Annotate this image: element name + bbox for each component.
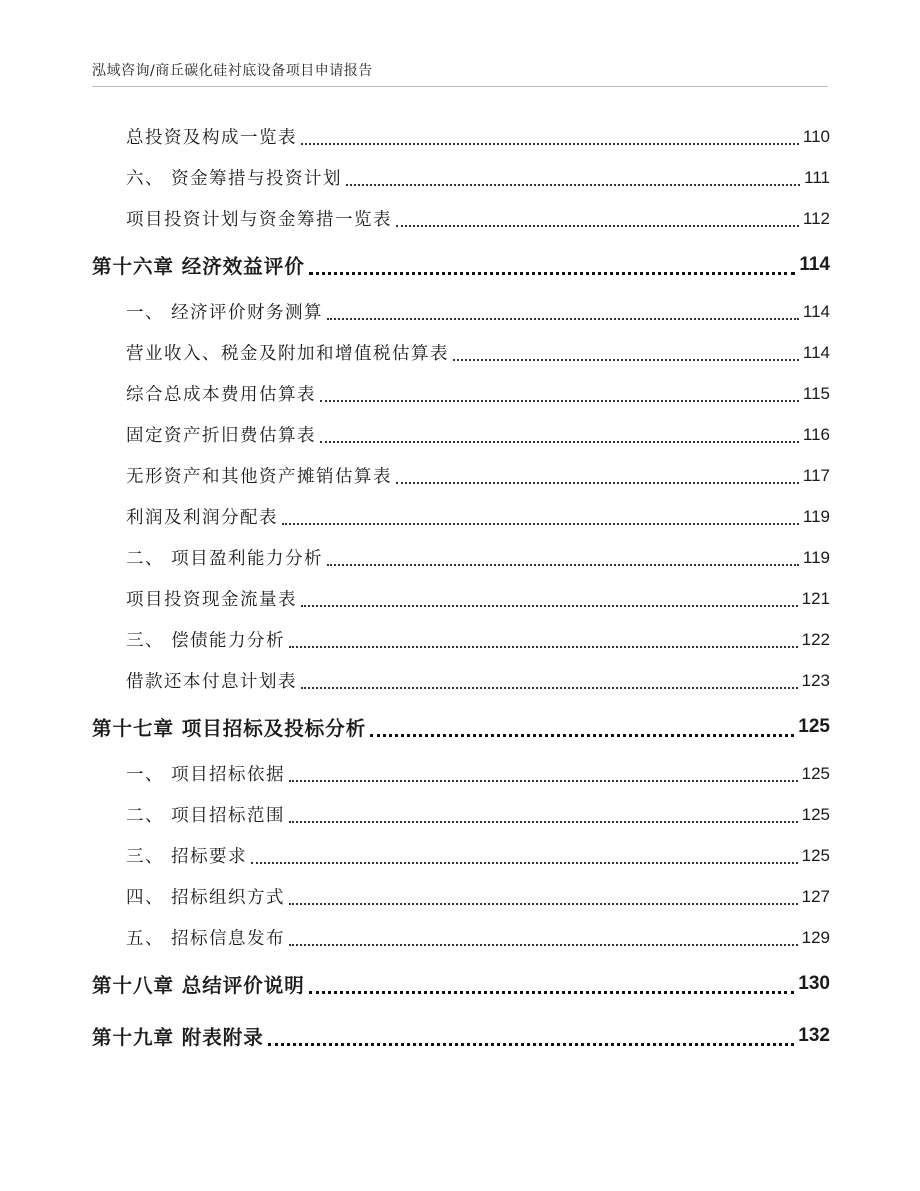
toc-section-entry[interactable] <box>92 373 830 414</box>
toc-entry-page-number: 111 <box>804 167 830 187</box>
toc-entry-title: 第十九章 附表附录 <box>92 1026 264 1049</box>
toc-entry-page-number: 132 <box>798 1025 830 1046</box>
toc-entry-title: 二、 项目盈利能力分析 <box>126 549 324 569</box>
toc-section-entry[interactable] <box>92 578 830 619</box>
toc-chapter-entry[interactable] <box>92 701 830 753</box>
toc-section-entry[interactable] <box>92 414 830 455</box>
toc-entry-page-number: 121 <box>801 588 830 608</box>
toc-section-entry[interactable] <box>92 794 830 835</box>
toc-section-entry[interactable] <box>92 496 830 537</box>
toc-entry-page-number: 119 <box>802 506 830 526</box>
toc-entry-title: 固定资产折旧费估算表 <box>126 426 316 446</box>
toc-entry-title: 利润及利润分配表 <box>126 508 278 528</box>
toc-entry-title: 综合总成本费用估算表 <box>126 385 316 405</box>
toc-entry-title: 无形资产和其他资产摊销估算表 <box>126 467 392 487</box>
toc-entry-page-number: 116 <box>802 424 830 444</box>
toc-entry-title: 第十八章 总结评价说明 <box>92 974 305 997</box>
dot-leader <box>268 1043 795 1046</box>
toc-section-entry[interactable] <box>92 157 830 198</box>
toc-entry-title: 一、 项目招标依据 <box>126 765 286 785</box>
dot-leader <box>289 903 798 905</box>
dot-leader <box>251 862 798 864</box>
toc-entry-page-number: 123 <box>801 670 830 690</box>
toc-entry-title: 借款还本付息计划表 <box>126 672 297 692</box>
toc-entry-page-number: 125 <box>798 716 830 737</box>
toc-section-entry[interactable] <box>92 198 830 239</box>
toc-entry-title: 三、 偿债能力分析 <box>126 631 286 651</box>
dot-leader <box>282 523 799 525</box>
dot-leader <box>370 734 794 737</box>
toc-entry-page-number: 112 <box>802 208 830 228</box>
toc-section-entry[interactable] <box>92 537 830 578</box>
dot-leader <box>289 821 798 823</box>
toc-entry-title: 总投资及构成一览表 <box>126 128 297 148</box>
toc-entry-title: 项目投资现金流量表 <box>126 590 297 610</box>
toc-section-entry[interactable] <box>92 835 830 876</box>
dot-leader <box>309 272 796 275</box>
toc-section-entry[interactable] <box>92 619 830 660</box>
toc-chapter-entry[interactable] <box>92 1010 830 1062</box>
toc-entry-page-number: 127 <box>801 886 830 906</box>
dot-leader <box>453 359 799 361</box>
toc-entry-title: 三、 招标要求 <box>126 847 248 867</box>
toc-entry-title: 五、 招标信息发布 <box>126 929 286 949</box>
toc-chapter-entry[interactable] <box>92 958 830 1010</box>
toc-entry-page-number: 119 <box>802 547 830 567</box>
toc-entry-title: 营业收入、税金及附加和增值税估算表 <box>126 344 449 364</box>
dot-leader <box>320 400 799 402</box>
toc-entry-title: 四、 招标组织方式 <box>126 888 286 908</box>
toc-section-entry[interactable] <box>92 753 830 794</box>
dot-leader <box>301 605 798 607</box>
dot-leader <box>309 991 795 994</box>
toc-section-entry[interactable] <box>92 660 830 701</box>
table-of-contents <box>92 116 830 1062</box>
running-header: 泓域咨询/商丘碳化硅衬底设备项目申请报告 <box>92 63 373 79</box>
toc-section-entry[interactable] <box>92 291 830 332</box>
toc-entry-title: 第十七章 项目招标及投标分析 <box>92 717 367 740</box>
toc-section-entry[interactable] <box>92 917 830 958</box>
toc-entry-page-number: 130 <box>798 973 830 994</box>
toc-entry-page-number: 122 <box>801 629 830 649</box>
toc-entry-page-number: 117 <box>802 465 830 485</box>
toc-entry-title: 二、 项目招标范围 <box>126 806 286 826</box>
dot-leader <box>396 482 799 484</box>
toc-entry-page-number: 115 <box>802 383 830 403</box>
dot-leader <box>327 318 799 320</box>
toc-entry-title: 第十六章 经济效益评价 <box>92 255 305 278</box>
dot-leader <box>346 184 800 186</box>
dot-leader <box>289 646 798 648</box>
toc-section-entry[interactable] <box>92 876 830 917</box>
dot-leader <box>327 564 799 566</box>
dot-leader <box>289 944 798 946</box>
dot-leader <box>396 225 799 227</box>
toc-entry-title: 项目投资计划与资金筹措一览表 <box>126 210 392 230</box>
toc-entry-page-number: 129 <box>801 927 830 947</box>
toc-section-entry[interactable] <box>92 455 830 496</box>
toc-chapter-entry[interactable] <box>92 239 830 291</box>
toc-section-entry[interactable] <box>92 332 830 373</box>
dot-leader <box>301 143 799 145</box>
toc-entry-page-number: 125 <box>801 845 830 865</box>
toc-entry-page-number: 125 <box>801 804 830 824</box>
toc-entry-title: 一、 经济评价财务测算 <box>126 303 324 323</box>
toc-section-entry[interactable] <box>92 116 830 157</box>
toc-entry-page-number: 125 <box>801 763 830 783</box>
dot-leader <box>289 780 798 782</box>
header-divider <box>92 86 828 87</box>
dot-leader <box>301 687 798 689</box>
toc-entry-page-number: 114 <box>799 254 830 275</box>
toc-entry-page-number: 114 <box>802 301 830 321</box>
dot-leader <box>320 441 799 443</box>
toc-entry-page-number: 110 <box>802 126 830 146</box>
toc-entry-title: 六、 资金筹措与投资计划 <box>126 169 343 189</box>
toc-entry-page-number: 114 <box>802 342 830 362</box>
